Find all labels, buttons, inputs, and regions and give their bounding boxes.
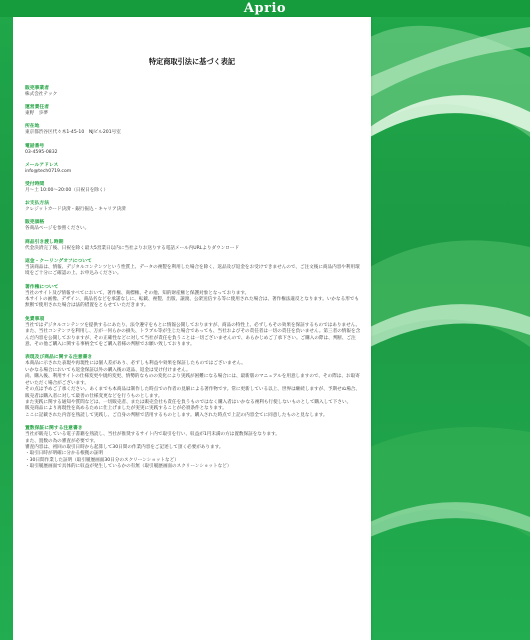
content-card [13, 17, 371, 640]
section-paragraph: 販売商品により再現性を高めるために仕上げましたが実実に実践することが必須条件となります。 [25, 406, 227, 412]
section-label: 電話番号 [25, 143, 45, 149]
section-value: 03-4595-0832 [25, 149, 58, 155]
section-price [13, 220, 371, 232]
section-manager [13, 105, 371, 117]
section-phone [13, 144, 371, 156]
list-item: ・取引日時が明確に分かる根拠の証明 [25, 451, 104, 457]
section-label: 著作権について [25, 284, 59, 290]
section-email [13, 163, 371, 175]
section-value: 東野 歩夢 [25, 111, 48, 117]
section-label: 表現及び商品に関する注意書き [25, 355, 93, 361]
page-title: 特定商取引法に基づく表記 [148, 57, 236, 66]
section-paragraph: その点は予めご了承ください。あくまでも本商品は制作した時点での作者の見解による著作物です。常に更新している以上、世界は継続しますが、予期せぬ場合、販売者は購入者に対して最善の仕様変更などを行うものとします。 [25, 387, 360, 399]
section-paragraph: いかなる場合においても返金保証以外の購入後の返品、返金は受け付けません。 [25, 367, 191, 373]
list-item: ・30日間作業した証明（取引履歴画面30日分のスクリーンショットなど） [25, 457, 179, 463]
section-paragraph: 当社が販売している電子書籍を熟読し、当社が推奨するサイト内で取引を行い、収益が1円未満の方は置数保証をなります。 [25, 432, 280, 438]
section-value: 東京都渋谷区代々木1-45-10 NJビル201号室 [25, 130, 121, 136]
section-label: 置数保証に関する注意書き [25, 426, 83, 432]
section-seller [13, 86, 371, 98]
section-expression-notes [13, 355, 371, 419]
section-paragraph: 審査内容は、初回の取引日時から起算して30日間の作業内容をご記述して頂く必要があります。 [25, 444, 224, 450]
section-delivery [13, 240, 371, 252]
section-label: 販売事業者 [25, 86, 49, 91]
section-label: メールアドレス [25, 162, 59, 168]
brand-logo[interactable]: Aprio [243, 1, 287, 16]
section-paragraph: また実践に関する通知や質問などは、一切販売者、または販売会社も責任を負うものではなく購入者はいかなる複利も行使しないものとして購入して下さい。 [25, 399, 352, 405]
section-payment [13, 201, 371, 213]
top-header [0, 0, 530, 17]
section-label: 所在地 [25, 124, 40, 130]
section-value: 各商品ページを参照ください。 [25, 226, 90, 232]
section-value: 株式会社テック [25, 92, 58, 97]
section-label: 免責事項 [25, 316, 45, 322]
section-paragraph: 当社のサイト及び情報すべてにおいて、著作権、商標権、その他、知的財産権と保護対象となっております。 [25, 290, 250, 296]
section-label: 受付時間 [25, 182, 45, 188]
section-label: 返金・クーリングオフについて [25, 258, 92, 264]
section-paragraph: 当該商品は、情報、デジタルコンテンツという性質上、データの複製を利用した場合を除く、返品及び返金をお受けできませんので、ご注文後に商品内容や利用環境をご十分にご確認の上、お申込みください。 [25, 264, 360, 277]
section-hours [13, 182, 371, 194]
section-label: 商品引き渡し時期 [25, 239, 64, 245]
section-paragraph: 当社ではデジタルコンテンツを提供するにあたり、法令遵守をもとに情報公開しておりますが、商品の特性上、必ずしもその効果を保証するものではありません。 [25, 322, 361, 328]
section-value: 代金決済完了後、日祝を除く最大5営業日以内に当社よりお送りする電話メール内URLよりダウンロード [25, 245, 240, 251]
list-item: ・取引履歴画面で具体的に収益が発生しているかの有無（取引履歴画面のスクリーンショットなど） [25, 464, 232, 470]
section-guarantee-notes [13, 426, 371, 470]
section-disclaimer [13, 317, 371, 349]
section-paragraph: 本サイトの画像、デザイン、商品名などを承諾なしに、転載、複製、出版、譲渡、公衆送信する等に使用された場合は、著作権法違反となります。いかなる形でも無断で使用された場合は法的措置をとらせていただきます。 [25, 297, 359, 309]
section-value: 月〜土 10:00〜20:00（日祝日を除く） [25, 188, 109, 194]
section-label: 運営責任者 [25, 105, 49, 111]
section-refund [13, 259, 371, 278]
section-label: 販売価格 [25, 220, 45, 226]
background-decoration [370, 17, 530, 640]
section-address [13, 124, 371, 136]
section-label: お支払方法 [25, 201, 49, 207]
section-paragraph: また、置数の為の審査が必要です。 [25, 438, 99, 444]
section-paragraph: 本商品に示された表現や再現性には個人差があり、必ずしも利益や効果を保証したものではございません。 [25, 361, 246, 367]
section-value: クレジットカード決済・銀行振込・キャリア決済 [25, 207, 126, 213]
section-paragraph: また、当社コンテンツを利用し、万が一何らかの損失、トラブル等が生じた場合であっても、当社およびその責任者は一切の責任を負いません。第三者の情報を含んだ内容を公開しておりますが、その正確性などに対して当社が責任を負うことは一切ございませんので、あらかじめご了承下さい。ご購入の際は、判断、ご注意、その他ご購入に関する事柄全てをご購入者様の判断でお願い致しております。 [25, 329, 361, 348]
section-paragraph: ここに記載された内容を熟読して実践し、ご自身の判断で活用するものとします。購入された時点で上記の内容全てに同意したものと見なします。 [25, 412, 328, 418]
section-copyright [13, 285, 371, 310]
email-link[interactable]: info@tech0719.com [25, 168, 72, 174]
section-paragraph: 尚、購入後、利用サイトの仕様変更や規約変更、情勢的なものの変化により実践が困難になる場合には、最新版のマニュアルを用意しますので、その際は、お取寄せいただく場合がございます。 [25, 374, 360, 386]
